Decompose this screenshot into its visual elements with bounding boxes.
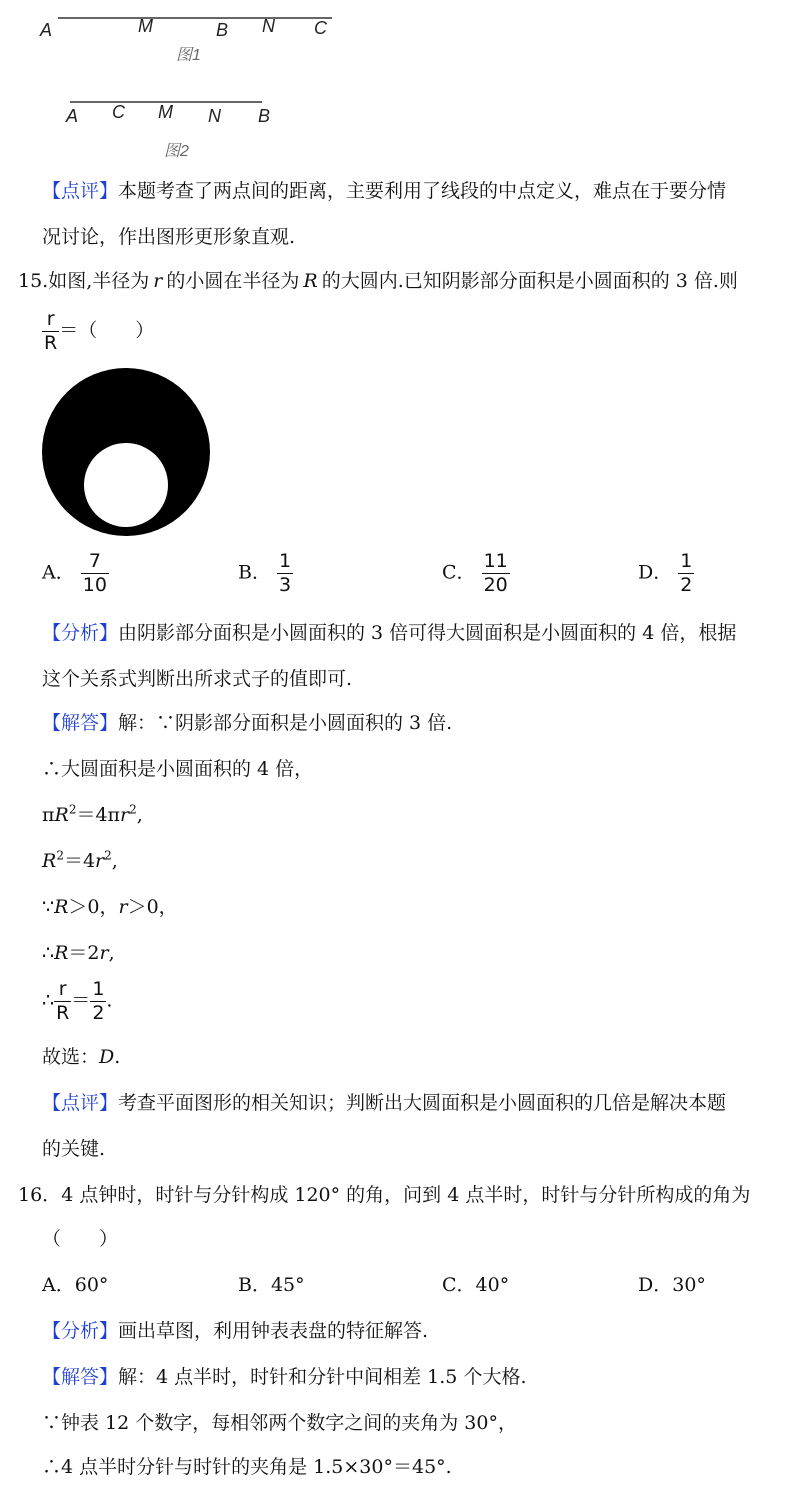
option-label: C．	[442, 1274, 476, 1296]
q15-choice	[42, 1042, 120, 1069]
prev-comment-line-2: 况讨论，作出图形更形象直观.	[42, 226, 296, 248]
q15-step-6	[42, 938, 115, 965]
answer-text: 解：∵阴影部分面积是小圆面积的 3 倍.	[118, 712, 453, 734]
option-fraction	[482, 552, 510, 595]
q15-stem-fraction-line	[42, 310, 154, 353]
fraction-numerator: 7	[81, 552, 109, 574]
option-fraction	[81, 552, 109, 595]
option-label: D．	[638, 1274, 673, 1296]
q15-stem	[18, 266, 738, 293]
math-var: R	[42, 850, 57, 872]
q15-step-3	[42, 800, 143, 827]
math-var: R	[54, 896, 69, 918]
option-text: 30°	[672, 1274, 706, 1296]
math-var: R	[54, 942, 69, 964]
q16-answer	[42, 1362, 526, 1389]
comment-tag: 【点评】	[42, 1092, 119, 1114]
q16-option-b[interactable]	[238, 1270, 305, 1297]
math-pi: π	[42, 804, 55, 826]
q16-paren: （ ）	[42, 1228, 119, 1250]
q15-fraction-r-over-R	[42, 310, 59, 353]
math-exp: 2	[56, 848, 64, 863]
q15-var-R: R	[303, 270, 318, 292]
fig1-point-a: A	[40, 20, 53, 40]
small-circle	[84, 443, 168, 527]
comment-text: 本题考查了两点间的距离，主要利用了线段的中点定义，难点在于要分情	[118, 180, 727, 202]
fraction-denominator: 20	[483, 574, 508, 596]
q15-step-7	[42, 980, 112, 1023]
math-text: ＝	[71, 989, 91, 1012]
fig2-point-a: A	[66, 106, 79, 126]
q16-step-3: ∴4 点半时分针与时针的夹角是 1.5×30°＝45°.	[42, 1456, 452, 1478]
math-var: R	[54, 804, 69, 826]
q16-stem	[18, 1180, 750, 1207]
figure-2-line	[60, 94, 290, 114]
q16-option-d[interactable]	[638, 1270, 706, 1297]
option-label: A．	[42, 1274, 75, 1296]
math-text: .	[106, 989, 113, 1012]
math-text: ＝2	[68, 942, 100, 964]
option-fraction	[678, 552, 694, 595]
q15-comment-line-2: 的关键.	[42, 1138, 106, 1160]
q15-comment-line-1	[42, 1088, 726, 1115]
q15-step-5	[42, 892, 178, 919]
option-label: A．	[42, 561, 75, 584]
fraction-numerator: r	[54, 980, 71, 1002]
math-var: r	[99, 942, 109, 964]
analysis-tag: 【分析】	[42, 622, 119, 644]
fraction-denominator: R	[44, 332, 58, 354]
fraction-r-over-R	[54, 980, 71, 1023]
fraction-denominator: 2	[92, 1002, 105, 1024]
fraction-denominator: 3	[279, 574, 292, 596]
q15-var-r: r	[153, 270, 163, 292]
fig2-caption: 图2	[164, 143, 189, 160]
analysis-text: 画出草图，利用钟表表盘的特征解答.	[118, 1320, 429, 1342]
figure-1	[40, 10, 340, 70]
q15-option-c[interactable]	[442, 552, 510, 595]
q16-option-c[interactable]	[442, 1270, 509, 1297]
q15-circle-figure	[40, 366, 214, 536]
figure-2	[60, 94, 290, 166]
analysis-text: 由阴影部分面积是小圆面积的 3 倍可得大圆面积是小圆面积的 4 倍，根据	[118, 622, 737, 644]
q15-answer-line-1	[42, 708, 452, 735]
q15-step-2: ∴大圆面积是小圆面积的 4 倍，	[42, 758, 314, 780]
q16-option-a[interactable]	[42, 1270, 108, 1297]
option-label: B．	[238, 561, 271, 584]
option-text: 40°	[475, 1274, 510, 1296]
fraction-numerator: 1	[680, 550, 693, 572]
math-text: ＝4π	[76, 804, 121, 826]
prev-comment-line-1	[42, 176, 726, 203]
q15-analysis-line-2: 这个关系式判断出所求式子的值即可.	[42, 668, 353, 690]
fig1-caption: 图1	[176, 47, 201, 64]
math-exp: 2	[68, 802, 77, 817]
fig1-point-m: M	[138, 16, 153, 36]
math-text: .	[114, 1046, 121, 1068]
math-var: r	[120, 804, 130, 826]
math-text: ＞0，	[68, 896, 119, 918]
q15-number: 15.	[18, 270, 49, 292]
q16-step-2: ∵钟表 12 个数字，每相邻两个数字之间的夹角为 30°，	[42, 1412, 517, 1434]
math-text: ∵	[42, 896, 55, 918]
fraction-numerator: 11	[483, 550, 508, 572]
answer-tag: 【解答】	[42, 712, 119, 734]
answer-tag: 【解答】	[42, 1366, 119, 1388]
q15-option-b[interactable]	[238, 552, 293, 595]
option-label: B．	[238, 1274, 271, 1296]
q15-stem-c: 的大圆内.已知阴影部分面积是小圆面积的 3 倍.则	[321, 270, 738, 292]
choice-answer: D	[99, 1046, 115, 1068]
fig1-point-b: B	[216, 20, 229, 40]
comment-text: 考查平面图形的相关知识；判断出大圆面积是小圆面积的几倍是解决本题	[118, 1092, 727, 1114]
q15-analysis-line-1	[42, 618, 736, 645]
choice-label: 故选：	[42, 1046, 100, 1068]
option-label: C．	[442, 561, 476, 584]
fig1-point-c: C	[314, 18, 327, 38]
q15-option-a[interactable]	[42, 552, 109, 595]
math-exp: 2	[104, 848, 112, 863]
option-text: 45°	[270, 1274, 305, 1296]
fig2-point-n: N	[208, 106, 221, 126]
fig2-point-b: B	[258, 106, 271, 126]
q15-option-d[interactable]	[638, 552, 694, 595]
fig2-point-c: C	[112, 102, 125, 122]
q15-stem-a: 如图,半径为	[48, 270, 150, 292]
fig1-point-n: N	[262, 16, 275, 36]
fraction-numerator: 1	[92, 978, 105, 1000]
option-label: D．	[638, 561, 673, 584]
math-var: r	[118, 896, 128, 918]
comment-tag: 【点评】	[42, 180, 119, 202]
q15-step-4	[42, 846, 118, 873]
fig2-point-m: M	[158, 102, 173, 122]
fraction-numerator: r	[42, 310, 59, 332]
option-fraction	[277, 552, 293, 595]
math-text: ∴	[42, 989, 55, 1012]
math-text: ∴	[42, 942, 55, 964]
math-text: ,	[108, 942, 115, 964]
q16-number: 16．	[18, 1184, 62, 1206]
math-text: ,	[111, 850, 118, 872]
answer-text: 解：4 点半时，时针和分针中间相差 1.5 个大格.	[118, 1366, 527, 1388]
math-text: ＝4	[63, 850, 96, 872]
fraction-numerator: 1	[279, 550, 292, 572]
math-text: ＞0，	[127, 896, 178, 918]
fraction-denominator: R	[56, 1002, 70, 1024]
fraction-denominator: 2	[680, 574, 693, 596]
math-var: r	[95, 850, 105, 872]
q16-stem-text: 4 点钟时，时针与分针构成 120° 的角，问到 4 点半时，时针与分针所构成的角为	[61, 1184, 751, 1206]
analysis-tag: 【分析】	[42, 1320, 119, 1342]
fraction-denominator: 10	[82, 574, 107, 596]
q16-analysis	[42, 1316, 428, 1343]
math-exp: 2	[129, 802, 137, 817]
q15-eq-paren: ＝（ ）	[59, 319, 155, 342]
q15-stem-b: 的小圆在半径为	[166, 270, 300, 292]
math-text: ,	[136, 804, 143, 826]
fraction-one-half	[90, 980, 106, 1023]
option-text: 60°	[74, 1274, 109, 1296]
